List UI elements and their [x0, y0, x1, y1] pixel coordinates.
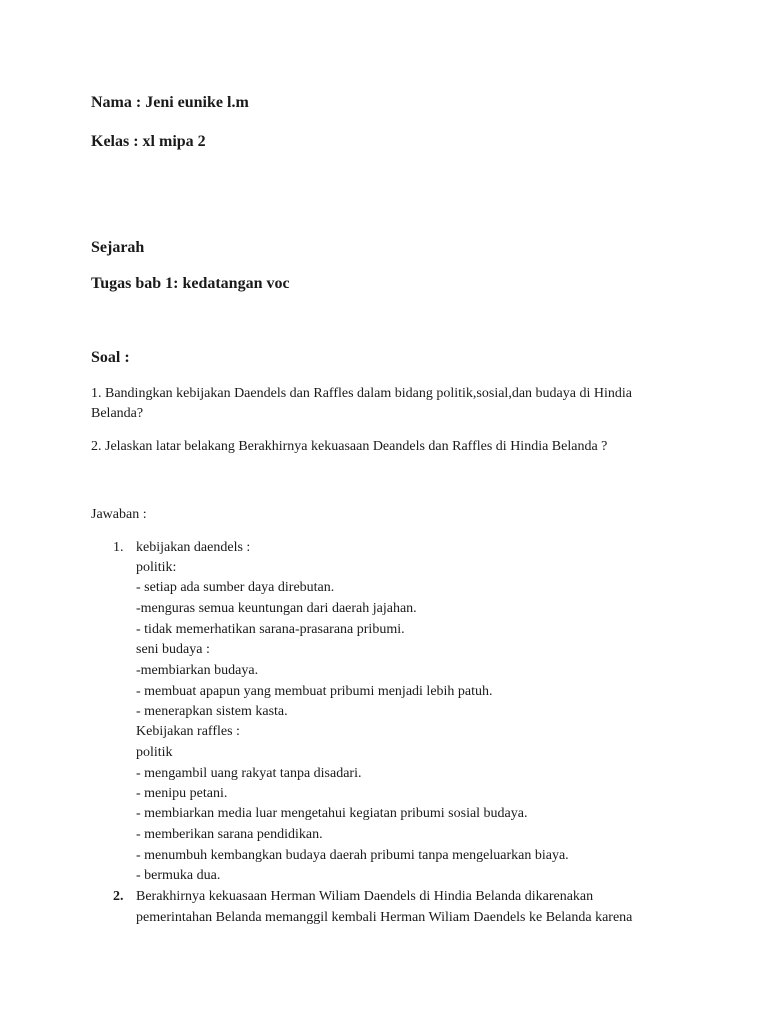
- answer-1-line: - setiap ada sumber daya direbutan.: [136, 580, 335, 595]
- question-2: 2. Jelaskan latar belakang Berakhirnya kekuasaan Deandels dan Raffles di Hindia Belanda ?: [91, 439, 608, 454]
- answer-1-line: -membiarkan budaya.: [136, 663, 259, 678]
- answer-2-line: pemerintahan Belanda memanggil kembali Herman Wiliam Daendels ke Belanda karena: [136, 910, 633, 925]
- task-title: Tugas bab 1: kedatangan voc: [91, 275, 290, 292]
- answer-1-line: -menguras semua keuntungan dari daerah jajahan.: [136, 601, 417, 616]
- answer-2-marker: 2.: [113, 889, 124, 904]
- answer-1-line: - menumbuh kembangkan budaya daerah pribumi tanpa mengeluarkan biaya.: [136, 848, 569, 863]
- answer-1-line: seni budaya :: [136, 642, 210, 657]
- answer-1-line: - membiarkan media luar mengetahui kegiatan pribumi sosial budaya.: [136, 806, 528, 821]
- answer-1-line: politik: [136, 745, 173, 760]
- soal-heading: Soal :: [91, 349, 130, 366]
- answer-1-marker: 1.: [113, 540, 124, 555]
- answer-1-line: - menerapkan sistem kasta.: [136, 704, 288, 719]
- question-1-line-2: Belanda?: [91, 406, 144, 421]
- answer-1-line: politik:: [136, 560, 177, 575]
- jawaban-heading: Jawaban :: [91, 507, 147, 522]
- student-name: Nama : Jeni eunike l.m: [91, 94, 249, 111]
- answer-1-line: Kebijakan raffles :: [136, 724, 240, 739]
- answer-1-line: - tidak memerhatikan sarana-prasarana pribumi.: [136, 622, 405, 637]
- answer-1-line: - menipu petani.: [136, 786, 228, 801]
- answer-2-line: Berakhirnya kekuasaan Herman Wiliam Daendels di Hindia Belanda dikarenakan: [136, 889, 594, 904]
- student-class: Kelas : xl mipa 2: [91, 133, 206, 150]
- answer-1-line: - mengambil uang rakyat tanpa disadari.: [136, 766, 362, 781]
- subject-title: Sejarah: [91, 239, 145, 256]
- answer-1-line: - bermuka dua.: [136, 868, 221, 883]
- answer-1-line: - membuat apapun yang membuat pribumi menjadi lebih patuh.: [136, 684, 493, 699]
- answer-1-line: - memberikan sarana pendidikan.: [136, 827, 323, 842]
- answer-1-line: kebijakan daendels :: [136, 540, 251, 555]
- question-1-line-1: 1. Bandingkan kebijakan Daendels dan Raffles dalam bidang politik,sosial,dan budaya di Hindia: [91, 386, 632, 401]
